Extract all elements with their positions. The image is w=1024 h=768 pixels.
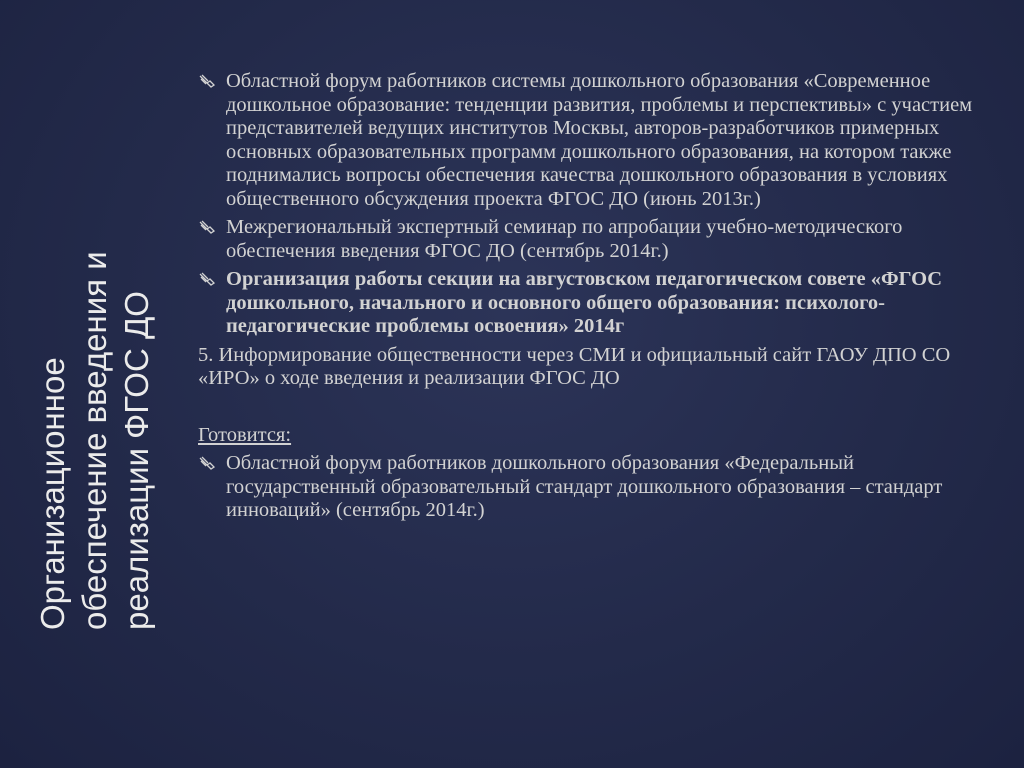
list-item [198, 268, 988, 339]
slide-content [198, 70, 988, 528]
item-text: Организация работы секции на августовском педагогическом совете «ФГОС дошкольного, начального и основного общего образования: психолого-педагогические проблемы освоения» 2014г [226, 268, 943, 337]
list-item [198, 70, 988, 211]
item-text: Межрегиональный экспертный семинар по апробации учебно-методического обеспечения введения ФГОС ДО (сентябрь 2014г.) [226, 216, 903, 262]
hand-pointer-icon [198, 271, 216, 289]
hand-pointer-icon [198, 219, 216, 237]
title-line-3: реализации ФГОС ДО [118, 291, 155, 630]
hand-pointer-icon [198, 455, 216, 473]
preparing-label: Готовится: [198, 423, 292, 446]
title-line-1: Организационное [34, 357, 71, 630]
item-text: Областной форум работников дошкольного образования «Федеральный государственный образовательный стандарт дошкольного образования – стандарт инноваций» (сентябрь 2014г.) [226, 452, 943, 521]
point-5: 5. Информирование общественности через СМИ и официальный сайт ГАОУ ДПО СО «ИРО» о ходе введения и реализации ФГОС ДО [198, 343, 951, 389]
list-item [198, 452, 988, 523]
item-text: Областной форум работников системы дошкольного образования «Современное дошкольное образование: тенденции развития, проблемы и перспективы» с участием представителей ведущих институтов Москвы, авторов-разработчиков примерных основных образовательных программ дошкольного образования, на котором также поднимались вопросы обеспечения качества дошкольного образования в условиях общественного обсуждения проекта ФГОС ДО (июнь 2013г.) [226, 70, 973, 210]
slide-title [20, 0, 170, 768]
list-item [198, 216, 988, 263]
hand-pointer-icon [198, 73, 216, 91]
title-line-2: обеспечение введения и [76, 251, 113, 630]
